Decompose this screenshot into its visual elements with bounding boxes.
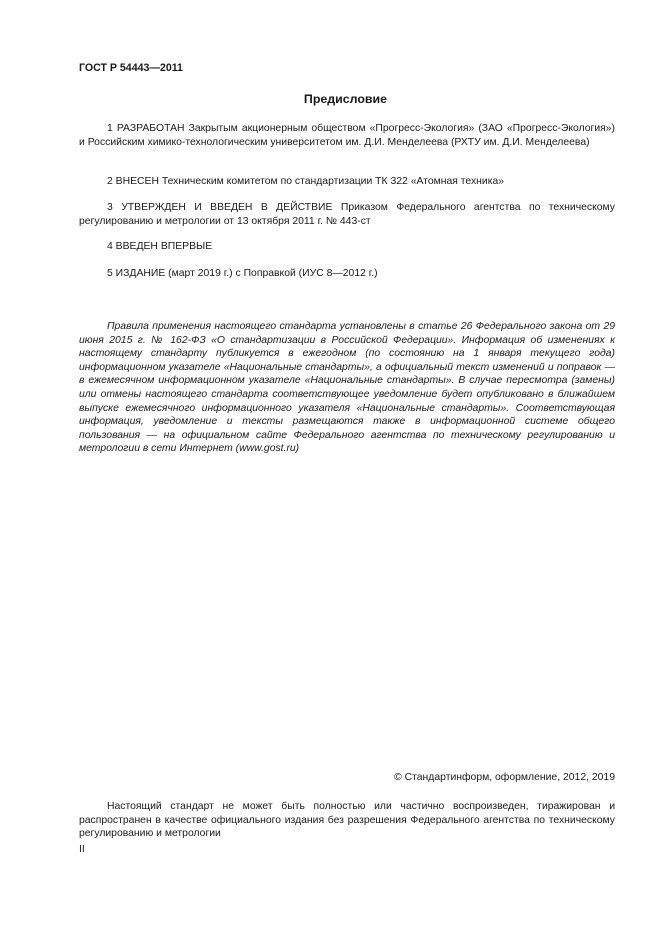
preface-item-4: 4 ВВЕДЕН ВПЕРВЫЕ xyxy=(107,241,213,252)
copyright-line: © Стандартинформ, оформление, 2012, 2019 xyxy=(394,772,615,783)
page-number: II xyxy=(79,844,85,855)
application-rules-note: Правила применения настоящего стандарта установлены в статье 26 Федерального закона от 29 июня 2015 г. № 162-ФЗ «О стандартизации в Российской Федерации». Информация об изменениях к настоящему стандарту публикуется в ежегодном (по состоянию на 1 января текущего года) информационном указателе «Национальные стандарты», а официальный текст изменений и поправок — в ежемесячном информационном указателе «Национальные стандарты». В случае пересмотра (замены) или отмены настоящего стандарта соответствующее уведомление будет опубликовано в ближайшем выпуске ежемесячного информационного указателя «Национальные стандарты». Соответствующая информация, уведомление и тексты размещаются также в информационной системе общего пользования — на официальном сайте Федерального агентства по техническому регулированию и метрологии в сети Интернет (www.gost.ru) xyxy=(79,321,615,455)
preface-item-5: 5 ИЗДАНИЕ (март 2019 г.) с Поправкой (ИУС 8—2012 г.) xyxy=(107,268,378,279)
page-title: Предисловие xyxy=(303,92,388,106)
legal-notice: Настоящий стандарт не может быть полностью или частично воспроизведен, тиражирован и распространен в качестве официального издания без разрешения Федерального агентства по техническому регулированию и метрологии xyxy=(79,801,615,840)
preface-item-2: 2 ВНЕСЕН Техническим комитетом по стандартизации ТК 322 «Атомная техника» xyxy=(107,176,505,187)
document-code: ГОСТ Р 54443—2011 xyxy=(79,62,183,74)
preface-item-3: 3 УТВЕРЖДЕН И ВВЕДЕН В ДЕЙСТВИЕ Приказом Федерального агентства по техническому регулированию и метрологии от 13 октября 2011 г. № 443-ст xyxy=(79,202,615,227)
preface-item-1: 1 РАЗРАБОТАН Закрытым акционерным обществом «Прогресс-Экология» (ЗАО «Прогресс-Экология») и Российским химико-технологическим университетом им. Д.И. Менделеева (РХТУ им. Д.И. Менделеева) xyxy=(79,123,615,148)
